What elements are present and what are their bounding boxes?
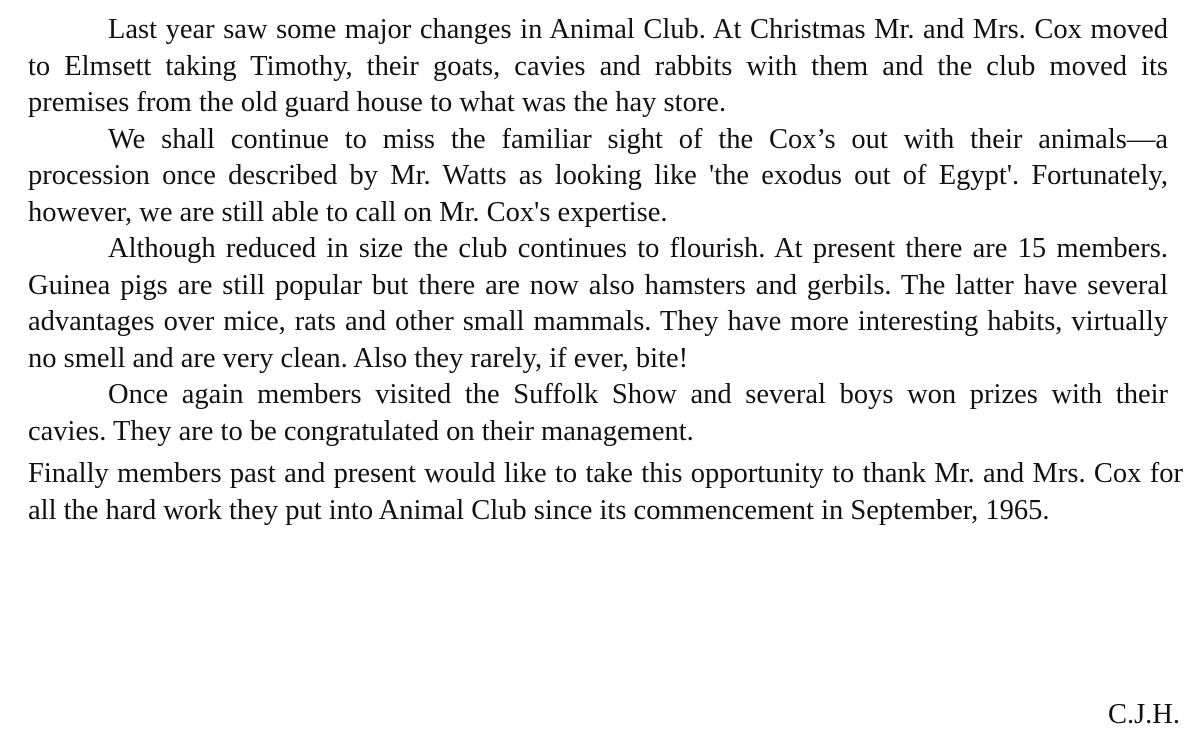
article-body: [28, 12, 1183, 529]
paragraph-suffolk-show: Once again members visited the Suffolk Show and several boys won prizes with their cavies. They are to be congratulated on their management.: [28, 379, 1168, 447]
author-signature: C.J.H.: [1107, 699, 1180, 730]
paragraph-thanks: Finally members past and present would like to take this opportunity to thank Mr. and Mrs. Cox for all the hard work they put into Animal Club since its commencement in September, 1965.: [28, 458, 1183, 526]
paragraph-club-members: Although reduced in size the club continues to flourish. At present there are 15 members. Guinea pigs are still popular but there are now also hamsters and gerbils. The latter have several advantages over mice, rats and other small mammals. They have more interesting habits, virtually no smell and are very clean. Also they rarely, if ever, bite!: [28, 233, 1168, 374]
paragraph-cox-family: We shall continue to miss the familiar sight of the Cox’s out with their animals—a procession once described by Mr. Watts as looking like 'the exodus out of Egypt'. Fortunately, however, we are still able to call on Mr. Cox's expertise.: [28, 123, 1168, 228]
paragraph-changes: Last year saw some major changes in Animal Club. At Christmas Mr. and Mrs. Cox moved to Elmsett taking Timothy, their goats, cavies and rabbits with them and the club moved its premises from the old guard house to what was the hay store.: [28, 14, 1168, 118]
